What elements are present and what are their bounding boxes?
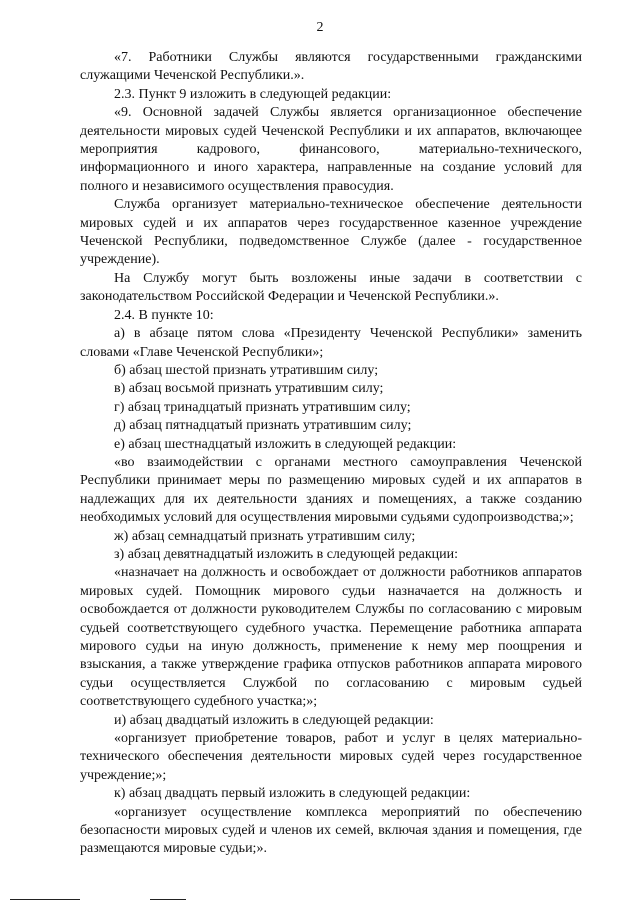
paragraph: «назначает на должность и освобождает от должности работников аппаратов мировых судей. Помощник мирового судьи назначается на должность и освобождается от должности руководителем Службы по согласованию с мировым судьей соответствующего судебного участка. Перемещение работника аппарата мирового судьи на иную должность, применение к нему мер поощрения и взыскания, а также утверждение графика отпусков работников аппарата мирового судьи осуществляется Службой по согласованию с мировым судьей соответствующего судебного участка;»;	[80, 565, 582, 710]
paragraph: 2.3. Пункт 9 изложить в следующей редакции:	[114, 86, 392, 102]
paragraph: «7. Работники Службы являются государственными гражданскими служащими Чеченской Республики.».	[80, 50, 582, 84]
paragraph: и) абзац двадцатый изложить в следующей редакции:	[114, 712, 434, 728]
paragraph: з) абзац девятнадцатый изложить в следующей редакции:	[114, 546, 459, 562]
paragraph: «организует приобретение товаров, работ и услуг в целях материально-технического обеспечения деятельности мировых судей через государственное учреждение;»;	[80, 731, 582, 783]
paragraph: «организует осуществление комплекса мероприятий по обеспечению безопасности мировых судей и членов их семей, включая здания и помещения, где размещаются мировые судьи;».	[80, 804, 582, 857]
page-number: 2	[316, 20, 324, 35]
paragraph: На Службу могут быть возложены иные задачи в соответствии с законодательством Российской Федерации и Чеченской Республики.».	[80, 270, 582, 305]
paragraph: к) абзац двадцать первый изложить в следующей редакции:	[114, 786, 471, 802]
document-body	[80, 49, 582, 859]
footer-line-right	[150, 899, 186, 900]
paragraph: Служба организует материально-техническое обеспечение деятельности мировых судей и их аппаратов через государственное казенное учреждение Чеченской Республики, подведомственное Службе (далее - государственное учреждение).	[80, 197, 582, 268]
paragraph: в) абзац восьмой признать утратившим силу;	[114, 381, 384, 397]
paragraph: а) в абзаце пятом слова «Президенту Чеченской Республики» заменить словами «Главе Чеченской Республики»;	[80, 326, 582, 360]
paragraph: «во взаимодействии с органами местного самоуправления Чеченской Республики принимает меры по размещению мировых судей и их аппаратов в надлежащих для их деятельности зданиях и помещениях, а также созданию необходимых условий для осуществления мировыми судьями судопроизводства;»;	[80, 454, 582, 526]
paragraph: е) абзац шестнадцатый изложить в следующей редакции:	[114, 436, 457, 452]
paragraph: б) абзац шестой признать утратившим силу;	[114, 362, 379, 378]
paragraph: «9. Основной задачей Службы является организационное обеспечение деятельности мировых судей Чеченской Республики и их аппаратов, включающее мероприятия кадрового, финансового, материально-технического, информационного и иного характера, направленные на создание условий для полного и независимого осуществления правосудия.	[80, 105, 582, 194]
footer-line-left	[10, 899, 80, 900]
paragraph: ж) абзац семнадцатый признать утратившим силу;	[114, 528, 416, 544]
paragraph: г) абзац тринадцатый признать утратившим силу;	[114, 399, 411, 415]
paragraph: д) абзац пятнадцатый признать утратившим силу;	[114, 418, 412, 434]
paragraph: 2.4. В пункте 10:	[114, 307, 214, 323]
